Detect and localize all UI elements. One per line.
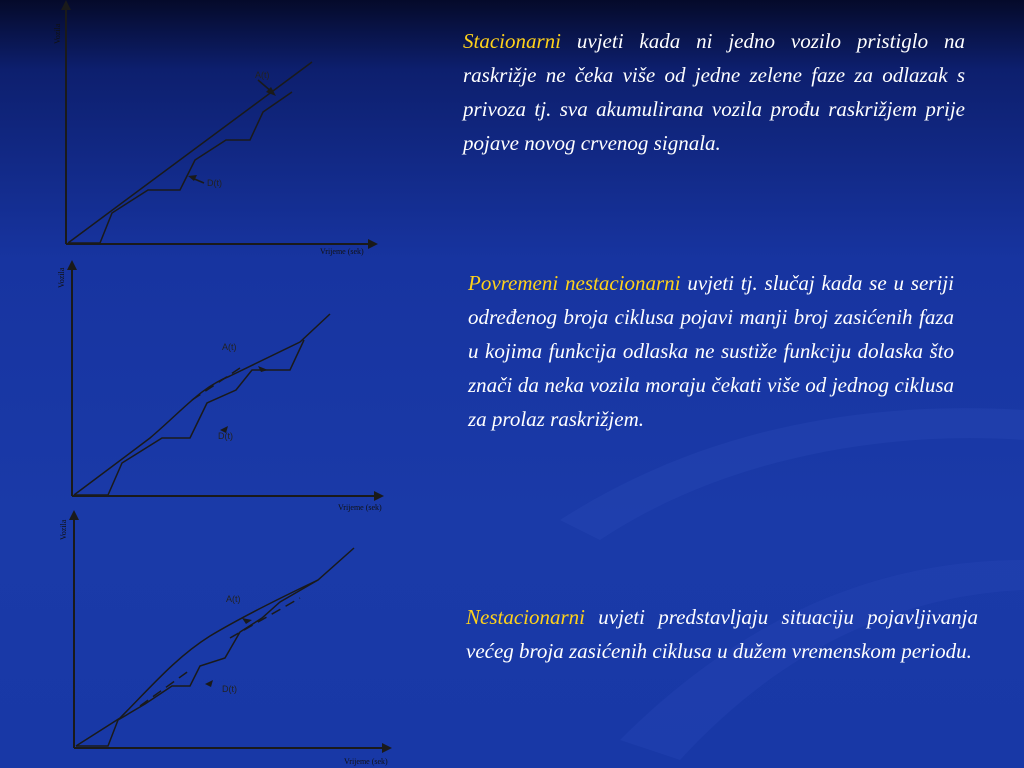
paragraph-text: uvjeti predstavljaju situaciju pojavljivanja većeg broja zasićenih ciklusa u dužem vremenskom periodu. [466, 605, 978, 663]
keyword-occasional-nonstationary: Povremeni nestacionarni [468, 271, 681, 295]
x-axis-label: Vrijeme (sek) [344, 757, 388, 766]
arrival-label: A(t) [255, 70, 270, 80]
keyword-nonstationary: Nestacionarni [466, 605, 585, 629]
diagram-occasional-nonstationary [0, 258, 420, 520]
arrival-label: A(t) [222, 342, 237, 352]
x-axis-label: Vrijeme (sek) [338, 503, 382, 512]
y-axis-label: Vozila [57, 267, 66, 288]
paragraph-text: uvjeti tj. slučaj kada se u seriji određenog broja ciklusa pojavi manji broj zasićenih faza u kojima funkcija odlaska ne sustiže funkciju dolaska što znači da neka vozila moraju čekati više od jednog ciklusa za prolaz raskrižjem. [468, 271, 954, 431]
arrival-label: A(t) [226, 594, 241, 604]
diagram-nonstationary [0, 508, 420, 768]
keyword-stationary: Stacionarni [463, 29, 561, 53]
departure-label: D(t) [207, 178, 222, 188]
y-axis-label: Vozila [53, 23, 62, 44]
paragraph-stationary [463, 24, 965, 160]
departure-label: D(t) [222, 684, 237, 694]
departure-label: D(t) [218, 431, 233, 441]
paragraph-occasional-nonstationary [468, 266, 954, 436]
diagram-stationary [0, 0, 420, 260]
paragraph-nonstationary [466, 600, 978, 668]
y-axis-label: Vozila [59, 519, 68, 540]
x-axis-label: Vrijeme (sek) [320, 247, 364, 256]
paragraph-text: uvjeti kada ni jedno vozilo pristiglo na raskrižje ne čeka više od jedne zelene faze za odlazak s privoza tj. sva akumulirana vozila prođu raskrižjem prije pojave novog crvenog signala. [463, 29, 965, 155]
